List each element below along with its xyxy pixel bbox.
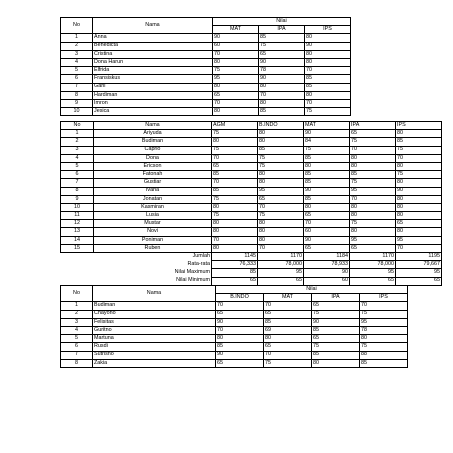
score-cell: 70 [212, 154, 258, 162]
table-row [61, 91, 351, 99]
score-cell: 85 [305, 83, 351, 91]
summary-value: 78,000 [350, 261, 396, 269]
table-row [61, 162, 442, 170]
student-name: Chayono [93, 310, 216, 318]
score-cell: 80 [396, 203, 442, 211]
student-name: Zakia [93, 359, 216, 367]
table-row [61, 343, 408, 351]
header-ips: IPS [305, 26, 351, 34]
score-cell: 65 [312, 335, 360, 343]
score-cell: 65 [213, 91, 259, 99]
score-cell: 80 [396, 179, 442, 187]
score-cell: 80 [259, 99, 305, 107]
student-name: Ruben [94, 244, 212, 252]
score-cell: 65 [258, 195, 304, 203]
score-cell: 75 [396, 146, 442, 154]
student-name: Novi [94, 228, 212, 236]
score-cell: 80 [213, 58, 259, 66]
score-cell: 65 [264, 310, 312, 318]
summary-value: 1170 [350, 253, 396, 261]
table-row [61, 244, 442, 252]
header-bindo: B.INDO [258, 122, 304, 130]
summary-value: 60 [304, 277, 350, 285]
table-nilai-1 [60, 17, 351, 116]
header-nama: Nama [93, 286, 216, 302]
score-cell: 80 [259, 83, 305, 91]
table-nilai-3 [60, 285, 408, 368]
row-number: 3 [61, 50, 93, 58]
summary-value: 65 [212, 277, 258, 285]
score-cell: 70 [350, 195, 396, 203]
score-cell: 75 [312, 310, 360, 318]
summary-value: 1195 [396, 253, 442, 261]
row-number: 11 [61, 212, 94, 220]
table-row [61, 146, 442, 154]
score-cell: 85 [350, 171, 396, 179]
student-name: Dona [94, 154, 212, 162]
student-name: Dona Harun [93, 58, 213, 66]
table-row [61, 83, 351, 91]
header-ipa: IPA [259, 26, 305, 34]
score-cell: 95 [350, 236, 396, 244]
score-cell: 80 [350, 162, 396, 170]
header-nama: Nama [94, 122, 212, 130]
student-name: Gani [93, 83, 213, 91]
table2-body [61, 130, 442, 253]
score-cell: 80 [396, 162, 442, 170]
header-mat: MAT [264, 294, 312, 302]
summary-label: Nilai Maximum [174, 269, 210, 276]
table-row [61, 351, 408, 359]
score-cell: 85 [264, 318, 312, 326]
student-name: Martuna [93, 335, 216, 343]
score-cell: 80 [350, 203, 396, 211]
student-name: Gustiar [94, 179, 212, 187]
score-cell: 90 [259, 75, 305, 83]
score-cell: 70 [305, 67, 351, 75]
table-row [61, 187, 442, 195]
row-number: 13 [61, 228, 94, 236]
table-row [61, 75, 351, 83]
table1-body [61, 34, 351, 116]
summary-value: 1145 [212, 253, 258, 261]
score-cell: 80 [258, 179, 304, 187]
summary-value: 1184 [304, 253, 350, 261]
row-number: 15 [61, 244, 94, 252]
header-nilai: Nilai [213, 18, 351, 26]
summary-value: 79,667 [396, 261, 442, 269]
row-number: 10 [61, 108, 93, 116]
score-cell: 80 [258, 130, 304, 138]
table-row [61, 326, 408, 334]
score-cell: 85 [216, 343, 264, 351]
student-name: Kasmiran [94, 203, 212, 211]
score-cell: 88 [360, 351, 408, 359]
score-cell: 70 [212, 179, 258, 187]
score-cell: 85 [304, 195, 350, 203]
score-cell: 80 [212, 203, 258, 211]
row-number: 4 [61, 326, 93, 334]
summary-value: 78,933 [304, 261, 350, 269]
student-name: Rusdi [93, 343, 216, 351]
score-cell: 80 [212, 244, 258, 252]
score-cell: 90 [304, 236, 350, 244]
score-cell: 75 [312, 343, 360, 351]
header-nama: Nama [93, 18, 213, 34]
score-cell: 80 [213, 108, 259, 116]
student-name: Caprio [94, 146, 212, 154]
row-number: 4 [61, 58, 93, 66]
score-cell: 75 [258, 212, 304, 220]
score-cell: 75 [259, 42, 305, 50]
score-cell: 85 [360, 359, 408, 367]
table-row [61, 171, 442, 179]
score-cell: 85 [304, 179, 350, 187]
student-name: Anna [93, 34, 213, 42]
summary-row [61, 261, 442, 269]
score-cell: 65 [350, 244, 396, 252]
row-number: 5 [61, 335, 93, 343]
score-cell: 70 [212, 236, 258, 244]
score-cell: 95 [213, 75, 259, 83]
table-row [61, 179, 442, 187]
score-cell: 75 [212, 130, 258, 138]
header-no: No [61, 18, 93, 34]
score-cell: 80 [350, 212, 396, 220]
score-cell: 85 [259, 108, 305, 116]
row-number: 7 [61, 351, 93, 359]
header-mat: MAT [304, 122, 350, 130]
score-cell: 95 [396, 236, 442, 244]
student-name: Imron [93, 99, 213, 107]
score-cell: 80 [350, 228, 396, 236]
score-cell: 80 [305, 34, 351, 42]
header-ipa: IPA [312, 294, 360, 302]
score-cell: 85 [259, 34, 305, 42]
score-cell: 78 [259, 67, 305, 75]
score-cell: 80 [305, 50, 351, 58]
score-cell: 75 [258, 162, 304, 170]
score-cell: 90 [304, 130, 350, 138]
summary-value: 95 [396, 269, 442, 277]
score-cell: 90 [216, 351, 264, 359]
score-cell: 65 [312, 302, 360, 310]
score-cell: 70 [305, 99, 351, 107]
score-cell: 75 [212, 195, 258, 203]
row-number: 6 [61, 343, 93, 351]
score-cell: 75 [212, 146, 258, 154]
row-number: 3 [61, 318, 93, 326]
row-number: 1 [61, 302, 93, 310]
score-cell: 70 [264, 351, 312, 359]
student-name: Poniman [94, 236, 212, 244]
score-cell: 85 [212, 171, 258, 179]
score-cell: 75 [350, 138, 396, 146]
score-cell: 80 [212, 138, 258, 146]
row-number: 1 [61, 34, 93, 42]
summary-label: Rata-rata [187, 261, 210, 268]
table-row [61, 318, 408, 326]
student-name: Sutrisno [93, 351, 216, 359]
table-row [61, 99, 351, 107]
score-cell: 95 [350, 187, 396, 195]
table3-body [61, 302, 408, 368]
score-cell: 65 [304, 212, 350, 220]
score-cell: 65 [350, 130, 396, 138]
row-number: 2 [61, 310, 93, 318]
score-cell: 85 [304, 154, 350, 162]
score-cell: 80 [212, 228, 258, 236]
summary-value: 65 [258, 277, 304, 285]
score-cell: 65 [216, 359, 264, 367]
score-cell: 75 [350, 220, 396, 228]
row-number: 2 [61, 138, 94, 146]
score-cell: 85 [396, 138, 442, 146]
row-number: 12 [61, 220, 94, 228]
table-row [61, 335, 408, 343]
student-name: Fransiskus [93, 75, 213, 83]
score-cell: 80 [264, 335, 312, 343]
score-cell: 70 [213, 50, 259, 58]
score-cell: 70 [350, 146, 396, 154]
score-cell: 90 [216, 318, 264, 326]
table2-summary [61, 253, 442, 286]
score-cell: 80 [312, 359, 360, 367]
row-number: 8 [61, 91, 93, 99]
row-number: 9 [61, 195, 94, 203]
student-name: Ericson [94, 162, 212, 170]
score-cell: 80 [305, 91, 351, 99]
student-name: Hardiman [93, 91, 213, 99]
score-cell: 70 [258, 244, 304, 252]
score-cell: 75 [258, 154, 304, 162]
table-row [61, 195, 442, 203]
student-name: Elfrida [93, 67, 213, 75]
table-row [61, 58, 351, 66]
student-name: Guritno [93, 326, 216, 334]
score-cell: 70 [213, 99, 259, 107]
score-cell: 85 [258, 146, 304, 154]
row-number: 10 [61, 203, 94, 211]
table-row [61, 138, 442, 146]
score-cell: 70 [396, 154, 442, 162]
header-agm: AGM [212, 122, 258, 130]
table-row [61, 302, 408, 310]
student-name: Cristina [93, 50, 213, 58]
score-cell: 80 [258, 220, 304, 228]
student-name: Ariyuda [94, 130, 212, 138]
score-cell: 80 [258, 138, 304, 146]
row-number: 8 [61, 187, 94, 195]
header-bindo: B.INDO [216, 294, 264, 302]
score-cell: 78 [360, 326, 408, 334]
table-row [61, 212, 442, 220]
score-cell: 85 [312, 326, 360, 334]
score-cell: 80 [213, 83, 259, 91]
summary-value: 65 [350, 277, 396, 285]
score-cell: 75 [350, 179, 396, 187]
table-nilai-2 [60, 121, 442, 286]
score-cell: 80 [216, 335, 264, 343]
score-cell: 80 [350, 154, 396, 162]
score-cell: 65 [264, 343, 312, 351]
row-number: 9 [61, 99, 93, 107]
student-name: Lusia [94, 212, 212, 220]
score-cell: 75 [360, 343, 408, 351]
score-cell: 65 [216, 310, 264, 318]
table-row [61, 42, 351, 50]
table-row [61, 67, 351, 75]
score-cell: 80 [305, 58, 351, 66]
row-number: 6 [61, 75, 93, 83]
header-no: No [61, 122, 94, 130]
score-cell: 80 [304, 203, 350, 211]
score-cell: 65 [304, 244, 350, 252]
header-no: No [61, 286, 93, 302]
table-row [61, 108, 351, 116]
row-number: 7 [61, 179, 94, 187]
row-number: 5 [61, 162, 94, 170]
score-cell: 75 [304, 146, 350, 154]
row-number: 1 [61, 130, 94, 138]
score-cell: 80 [396, 212, 442, 220]
score-cell: 75 [212, 212, 258, 220]
score-cell: 90 [259, 58, 305, 66]
summary-label: Jumlah [192, 253, 210, 260]
score-cell: 90 [312, 318, 360, 326]
score-cell: 75 [360, 310, 408, 318]
score-cell: 70 [216, 326, 264, 334]
summary-value: 85 [212, 269, 258, 277]
table-row [61, 34, 351, 42]
row-number: 4 [61, 154, 94, 162]
score-cell: 70 [259, 91, 305, 99]
table-row [61, 236, 442, 244]
score-cell: 90 [213, 34, 259, 42]
header-ips: IPS [396, 122, 442, 130]
row-number: 14 [61, 236, 94, 244]
student-name: Mustar [94, 220, 212, 228]
score-cell: 90 [396, 187, 442, 195]
score-cell: 95 [360, 318, 408, 326]
header-nilai: Nilai [216, 286, 408, 294]
student-name: Fatonah [94, 171, 212, 179]
summary-value: 78,000 [258, 261, 304, 269]
table-row [61, 310, 408, 318]
score-cell: 80 [396, 195, 442, 203]
summary-value: 76,333 [212, 261, 258, 269]
summary-row [61, 269, 442, 277]
score-cell: 70 [258, 203, 304, 211]
table-row [61, 203, 442, 211]
row-number: 2 [61, 42, 93, 50]
row-number: 5 [61, 67, 93, 75]
score-cell: 85 [312, 351, 360, 359]
score-cell: 70 [360, 302, 408, 310]
score-cell: 80 [258, 171, 304, 179]
score-cell: 85 [305, 75, 351, 83]
summary-row [61, 253, 442, 261]
score-cell: 80 [304, 162, 350, 170]
score-cell: 69 [264, 326, 312, 334]
header-ipa: IPA [350, 122, 396, 130]
student-name: Jonatan [94, 195, 212, 203]
header-ips: IPS [360, 294, 408, 302]
summary-value: 65 [396, 277, 442, 285]
table-row [61, 50, 351, 58]
score-cell: 70 [396, 244, 442, 252]
student-name: Ivana [94, 187, 212, 195]
summary-value: 95 [258, 269, 304, 277]
score-cell: 80 [212, 220, 258, 228]
student-name: Benedicta [93, 42, 213, 50]
score-cell: 70 [304, 220, 350, 228]
summary-value: 95 [350, 269, 396, 277]
student-name: Budiman [94, 138, 212, 146]
table-row [61, 228, 442, 236]
score-cell: 75 [264, 359, 312, 367]
student-name: Budiman [93, 302, 216, 310]
score-cell: 75 [396, 171, 442, 179]
score-cell: 70 [216, 302, 264, 310]
score-cell: 80 [258, 228, 304, 236]
score-cell: 80 [396, 130, 442, 138]
score-cell: 95 [258, 187, 304, 195]
table-row [61, 359, 408, 367]
student-name: Jesica [93, 108, 213, 116]
score-cell: 75 [213, 67, 259, 75]
score-cell: 80 [396, 228, 442, 236]
score-cell: 90 [305, 42, 351, 50]
score-cell: 85 [304, 171, 350, 179]
student-name: Felisitas [93, 318, 216, 326]
score-cell: 85 [212, 187, 258, 195]
score-cell: 90 [304, 187, 350, 195]
row-number: 8 [61, 359, 93, 367]
table-row [61, 130, 442, 138]
summary-label: Nilai Minimum [176, 277, 210, 284]
row-number: 6 [61, 171, 94, 179]
score-cell: 80 [258, 236, 304, 244]
score-cell: 65 [259, 50, 305, 58]
row-number: 7 [61, 83, 93, 91]
score-cell: 60 [213, 42, 259, 50]
score-cell: 65 [212, 162, 258, 170]
score-cell: 75 [305, 108, 351, 116]
summary-value: 1170 [258, 253, 304, 261]
summary-value: 90 [304, 269, 350, 277]
score-cell: 80 [360, 335, 408, 343]
score-cell: 65 [396, 220, 442, 228]
score-cell: 84 [304, 138, 350, 146]
table-row [61, 154, 442, 162]
score-cell: 70 [264, 302, 312, 310]
table-row [61, 220, 442, 228]
header-mat: MAT [213, 26, 259, 34]
row-number: 3 [61, 146, 94, 154]
score-cell: 60 [304, 228, 350, 236]
